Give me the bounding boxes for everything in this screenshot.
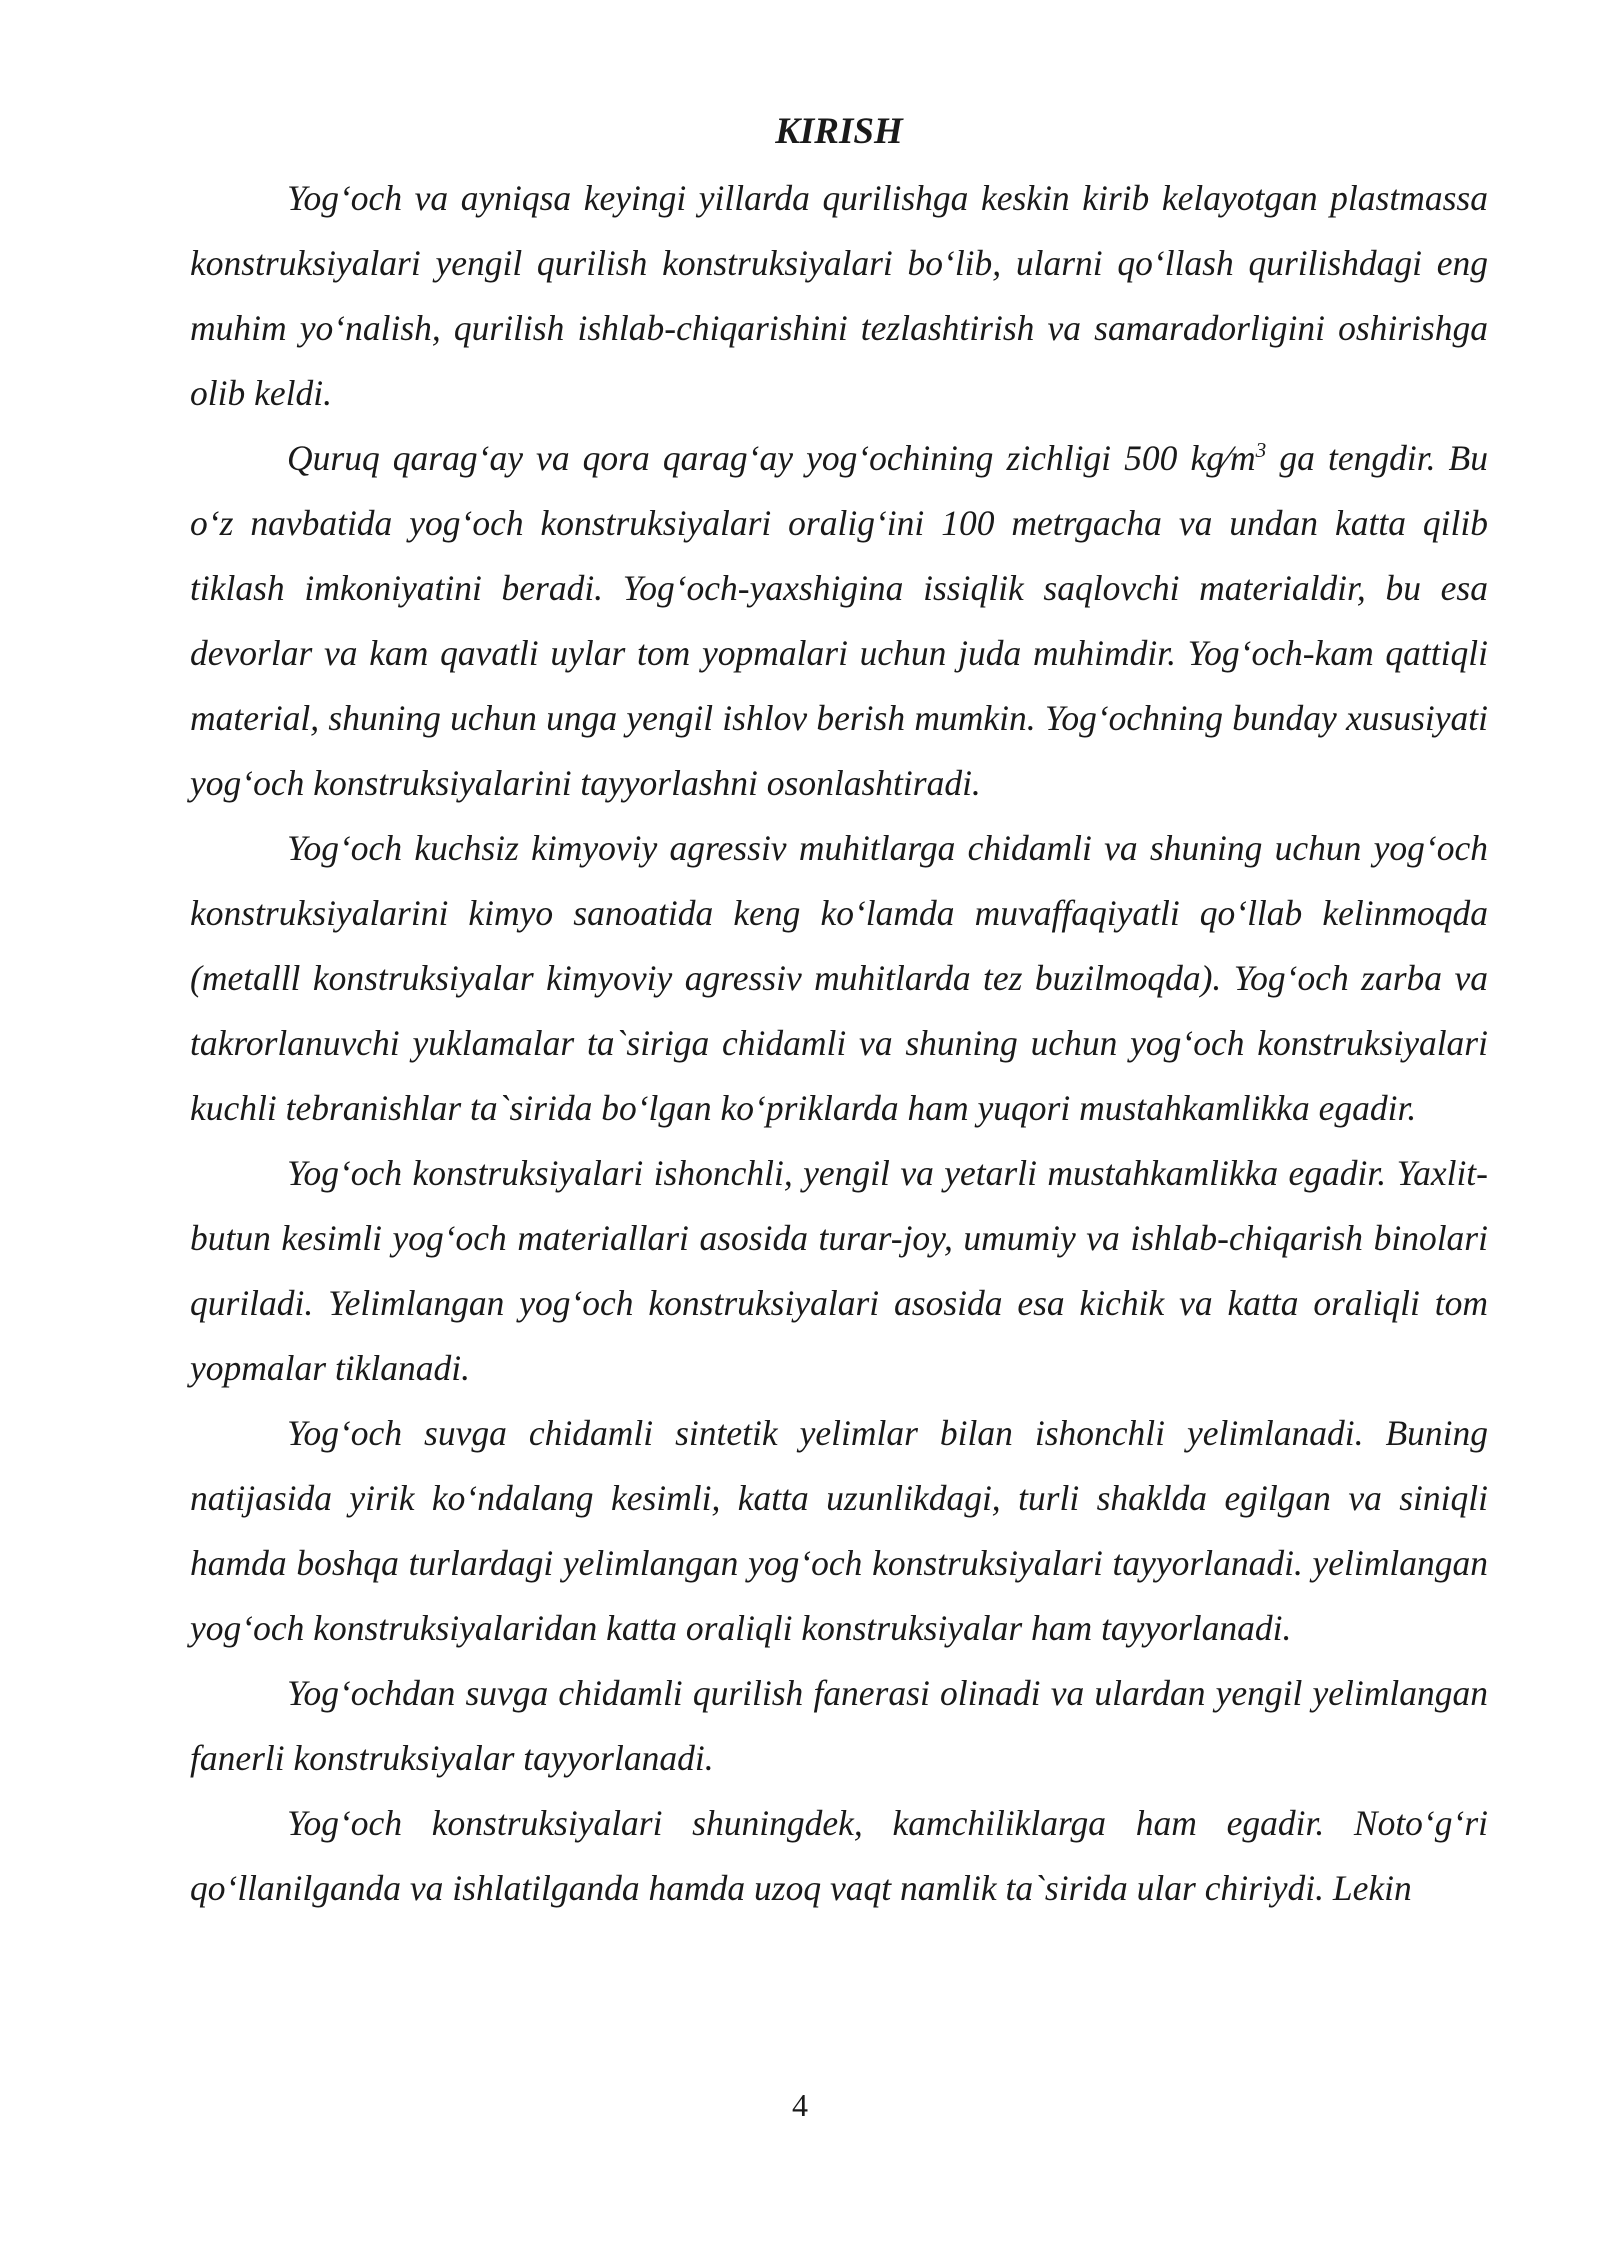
paragraph-chemical-resistance: Yog‘och kuchsiz kimyoviy agressiv muhitlarga chidamli va shuning uchun yog‘och konstruksiyalarini kimyo sanoatida keng ko‘lamda muvaffaqiyatli qo‘llab kelinmoqda (metalll konstruksiyalar kimyoviy agressiv muhitlarda tez buzilmoqda). Yog‘och zarba va takrorlanuvchi yuklamalar ta`siriga chidamli va shuning uchun yog‘och konstruksiyalari kuchli tebranishlar ta`sirida bo‘lgan ko‘priklarda ham yuqori mustahkamlikka egadir. xyxy=(190,828,1488,1128)
page-number: 4 xyxy=(792,2087,808,2123)
document-title: KIRISH xyxy=(775,111,903,152)
paragraph-intro: Yog‘och va ayniqsa keyingi yillarda qurilishga keskin kirib kelayotgan plastmassa konstruksiyalari yengil qurilish konstruksiyalari bo‘lib, ularni qo‘llash qurilishdagi eng muhim yo‘nalish, qurilish ishlab-chiqarishini tezlashtirish va samaradorligini oshirishga olib keldi. xyxy=(190,178,1488,413)
paragraph-reliability: Yog‘och konstruksiyalari ishonchli, yengil va yetarli mustahkamlikka egadir. Yaxlit-butun kesimli yog‘och materiallari asosida turar-joy, umumiy va ishlab-chiqarish binolari quriladi. Yelimlangan yog‘och konstruksiyalari asosida esa kichik va katta oraliqli tom yopmalar tiklanadi. xyxy=(190,1153,1488,1388)
density-text-end: ga tengdir. Bu o‘z navbatida yog‘och konstruksiyalari oralig‘ini 100 metrgacha va undan katta qilib tiklash imkoniyatini beradi. Yog‘och-yaxshigina issiqlik saqlovchi materialdir, bu esa devorlar va kam qavatli uylar tom yopmalari uchun juda muhimdir. Yog‘och-kam qattiqli material, shuning uchun unga yengil ishlov berish mumkin. Yog‘ochning bunday xususiyati yog‘och konstruksiyalarini tayyorlashni osonlashtiradi. xyxy=(190,438,1488,803)
paragraph-glued-structures: Yog‘och suvga chidamli sintetik yelimlar bilan ishonchli yelimlanadi. Buning natijasida yirik ko‘ndalang kesimli, katta uzunlikdagi, turli shaklda egilgan va siniqli hamda boshqa turlardagi yelimlangan yog‘och konstruksiyalari tayyorlanadi. yelimlangan yog‘och konstruksiyalaridan katta oraliqli konstruksiyalar ham tayyorlanadi. xyxy=(190,1413,1488,1648)
paragraph-density xyxy=(190,426,1488,816)
unit-superscript: 3 xyxy=(1255,438,1267,463)
paragraph-disadvantages: Yog‘och konstruksiyalari shuningdek, kamchiliklarga ham egadir. Noto‘g‘ri qo‘llanilganda va ishlatilganda hamda uzoq vaqt namlik ta`sirida ular chiriydi. Lekin xyxy=(190,1803,1488,1908)
document-page xyxy=(190,108,1488,1921)
density-text-start: Quruq qarag‘ay va qora qarag‘ay yog‘ochining zichligi 500 kg⁄m xyxy=(287,438,1256,478)
paragraph-plywood: Yog‘ochdan suvga chidamli qurilish fanerasi olinadi va ulardan yengil yelimlangan fanerli konstruksiyalar tayyorlanadi. xyxy=(190,1673,1488,1778)
